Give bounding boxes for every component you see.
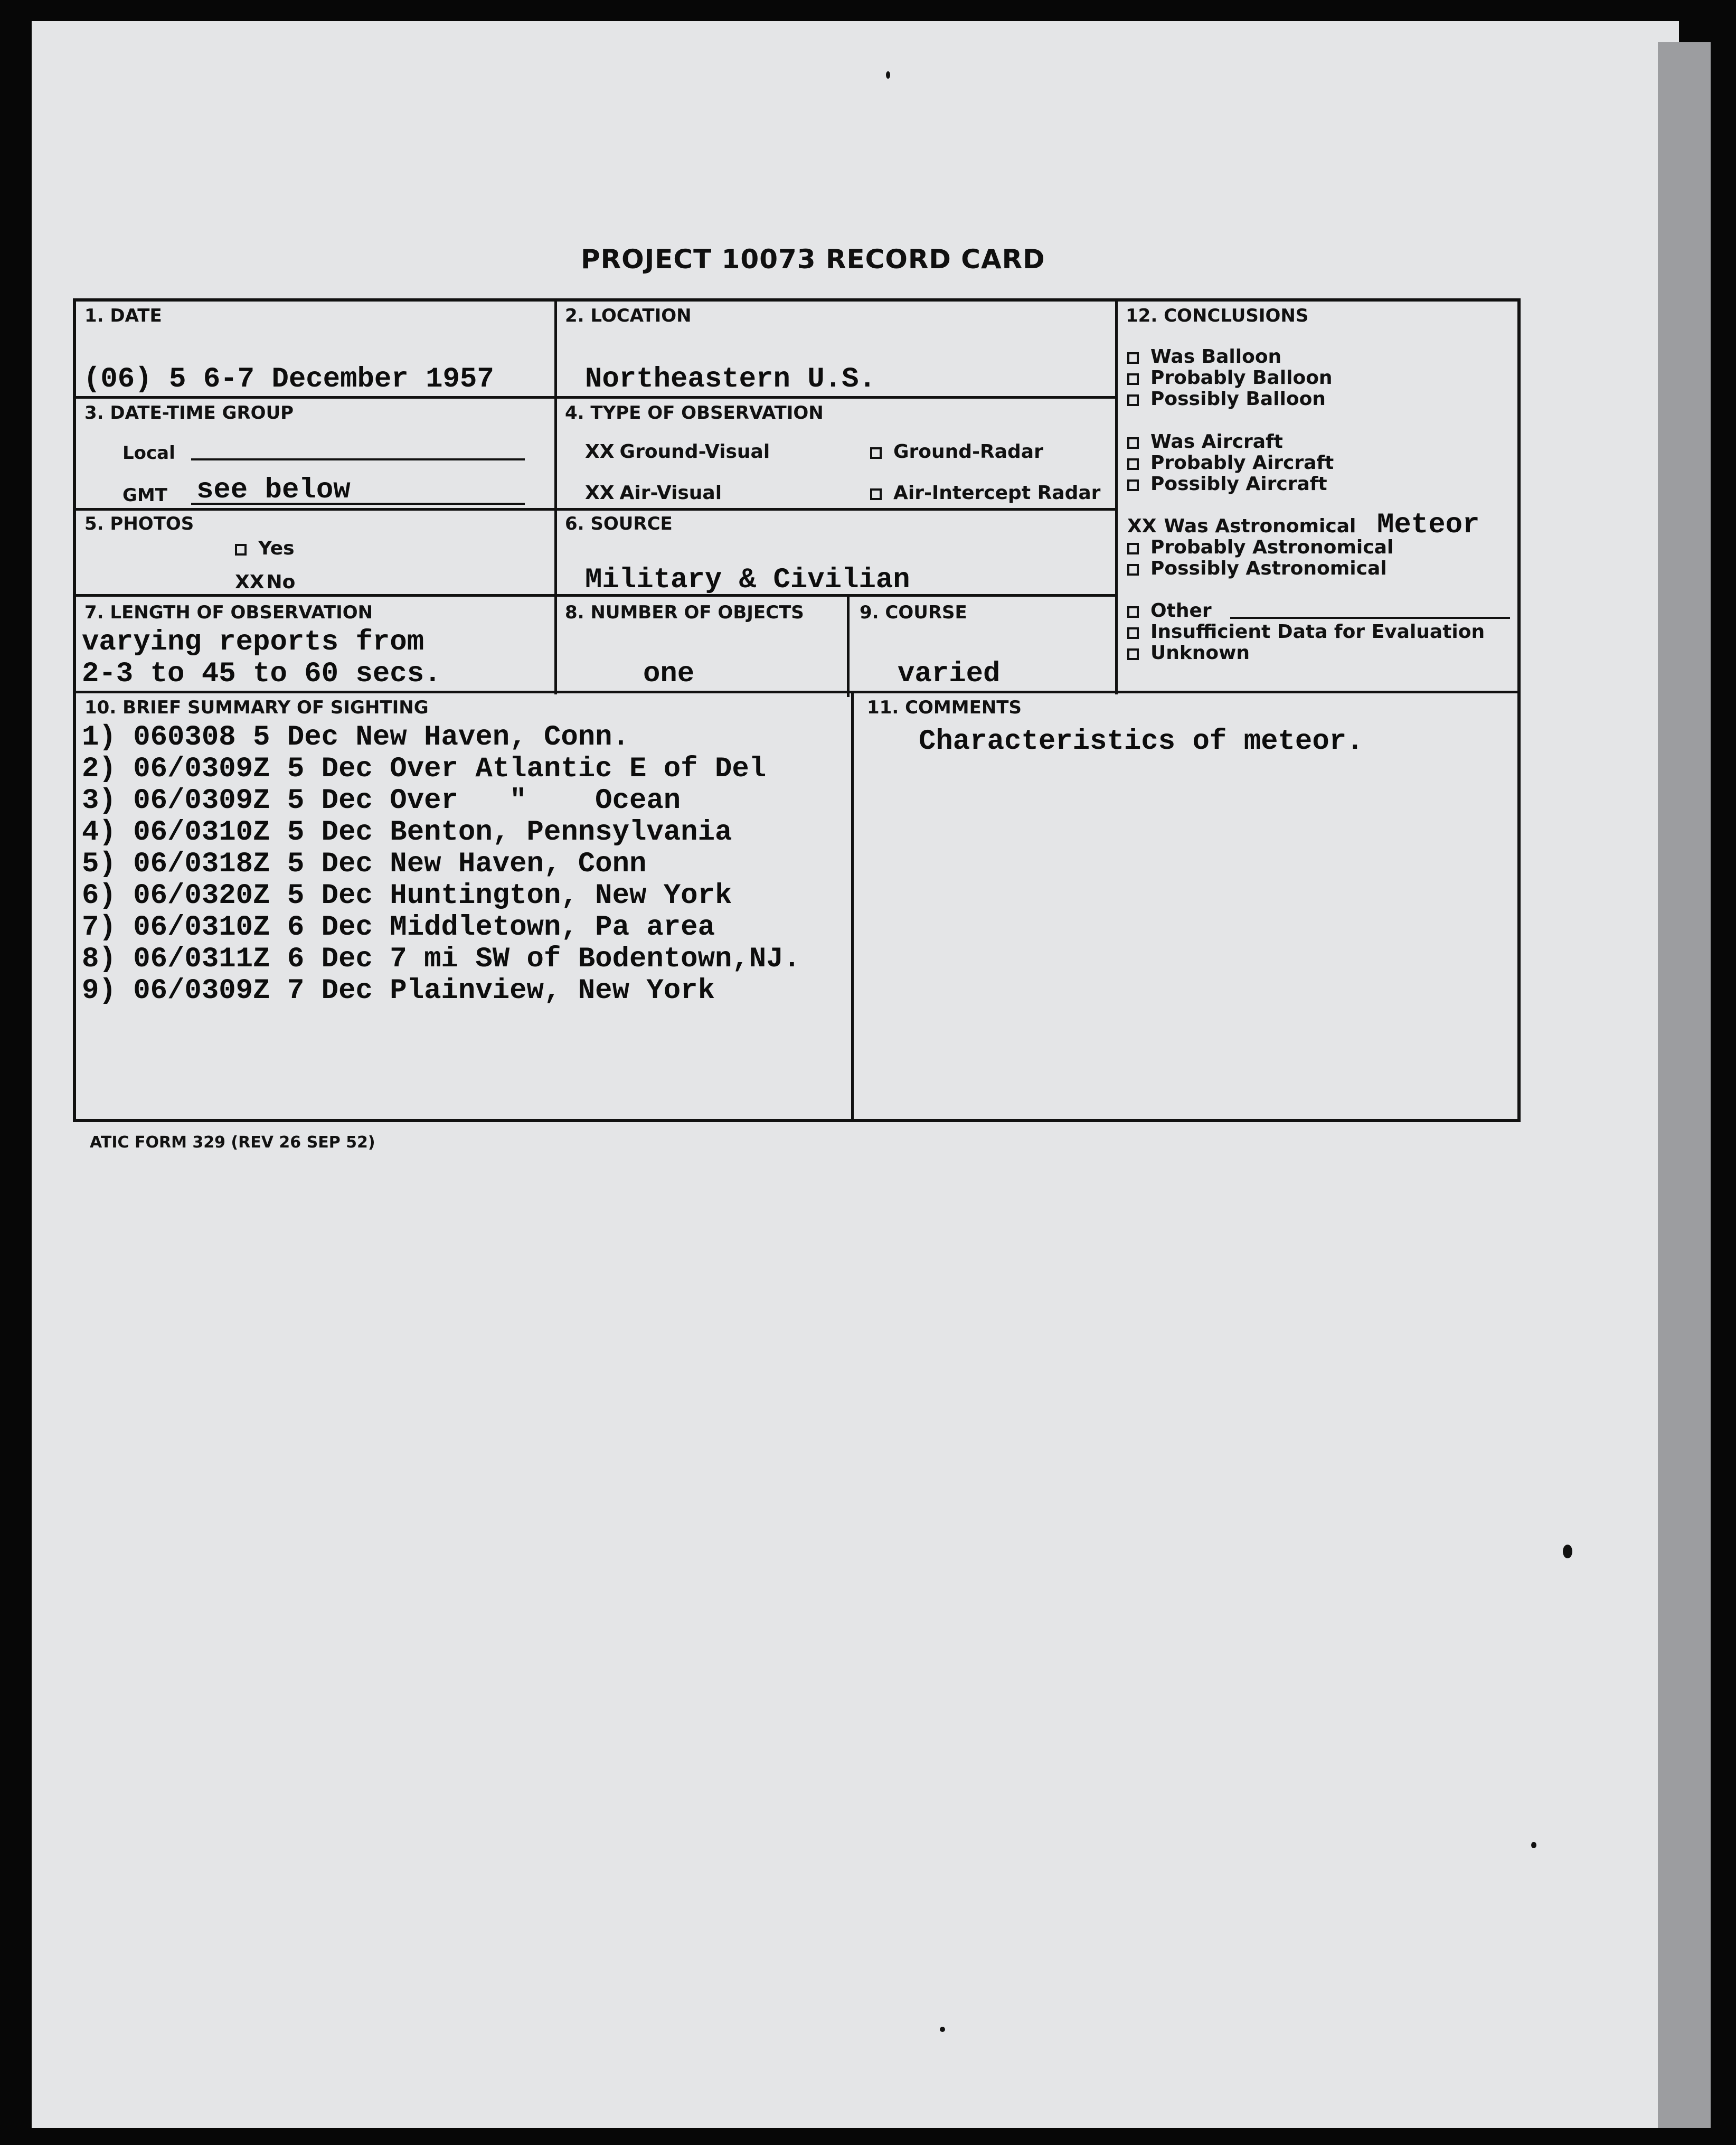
check-mark: XX (585, 441, 615, 463)
comments-label: 11. COMMENTS (867, 697, 1022, 718)
length-of-observation-label: 7. LENGTH OF OBSERVATION (84, 602, 373, 623)
summary-line: 8) 06/0311Z 6 Dec 7 mi SW of Bodentown,NJ. (82, 943, 801, 975)
conclusions-label: 12. CONCLUSIONS (1126, 305, 1309, 326)
conclusion-item: Probably Aircraft (1127, 452, 1334, 474)
checkbox (1127, 627, 1139, 639)
grid-line (1115, 298, 1118, 694)
observation-ground-radar: Ground-Radar (870, 441, 1043, 463)
type-of-observation-label: 4. TYPE OF OBSERVATION (565, 402, 824, 424)
course-label: 9. COURSE (860, 602, 967, 623)
photos-yes: Yes (235, 538, 295, 559)
summary-line: 1) 060308 5 Dec New Haven, Conn. (82, 721, 629, 754)
grid-line (73, 691, 1521, 693)
card-title: PROJECT 10073 RECORD CARD (581, 244, 1045, 275)
checkbox (1127, 352, 1139, 364)
checkbox (1127, 564, 1139, 576)
check-mark: XX (1127, 515, 1157, 537)
scan-speck (1531, 1842, 1536, 1848)
scan-speck (886, 71, 890, 79)
location-value: Northeastern U.S. (585, 363, 876, 396)
checkbox (1127, 394, 1139, 406)
photos-label: 5. PHOTOS (84, 513, 194, 534)
checkbox (235, 544, 247, 556)
checkbox (1127, 458, 1139, 470)
checkbox (1127, 648, 1139, 660)
checkbox (1127, 373, 1139, 385)
gmt-label: GMT (122, 485, 167, 506)
location-label: 2. LOCATION (565, 305, 692, 326)
summary-line: 2) 06/0309Z 5 Dec Over Atlantic E of Del (82, 753, 767, 785)
summary-line: 5) 06/0318Z 5 Dec New Haven, Conn (82, 848, 647, 880)
number-of-objects-label: 8. NUMBER OF OBJECTS (565, 602, 804, 623)
comments-value: Characteristics of meteor. (919, 726, 1364, 758)
conclusion-item: Possibly Aircraft (1127, 473, 1327, 495)
checkbox (870, 488, 882, 500)
checkbox (1127, 479, 1139, 491)
scan-speck (1563, 1545, 1572, 1558)
length-line: 2-3 to 45 to 60 secs. (82, 658, 441, 690)
observation-air-visual: XX Air-Visual (585, 482, 722, 504)
course-value: varied (898, 658, 1001, 690)
other-underline (1230, 617, 1510, 619)
photos-no: XX No (235, 571, 296, 593)
date-value: (06) 5 6-7 December 1957 (83, 363, 494, 396)
conclusion-item: Was Balloon (1127, 346, 1281, 368)
summary-line: 4) 06/0310Z 5 Dec Benton, Pennsylvania (82, 816, 732, 849)
source-label: 6. SOURCE (565, 513, 673, 534)
conclusion-item-other: Other (1127, 600, 1212, 622)
form-id: ATIC FORM 329 (REV 26 SEP 52) (90, 1133, 375, 1152)
length-line: varying reports from (82, 626, 424, 658)
summary-label: 10. BRIEF SUMMARY OF SIGHTING (84, 697, 429, 718)
checkbox (1127, 606, 1139, 618)
summary-line: 6) 06/0320Z 5 Dec Huntington, New York (82, 880, 732, 912)
summary-line: 7) 06/0310Z 6 Dec Middletown, Pa area (82, 911, 715, 944)
check-mark: XX (235, 571, 265, 593)
checkbox (870, 447, 882, 459)
conclusion-item-checked: XX Was Astronomical (1127, 515, 1356, 537)
date-time-group-label: 3. DATE-TIME GROUP (84, 402, 294, 424)
conclusion-item: Probably Balloon (1127, 367, 1333, 389)
sheet-shadow (1658, 42, 1711, 2128)
summary-line: 3) 06/0309Z 5 Dec Over " Ocean (82, 785, 681, 817)
grid-line (851, 691, 854, 1121)
number-of-objects-value: one (643, 658, 695, 690)
astronomical-note: Meteor (1377, 509, 1480, 541)
grid-line (73, 508, 1116, 511)
grid-line (73, 396, 1116, 399)
gmt-value: see below (196, 474, 351, 506)
source-value: Military & Civilian (585, 564, 910, 596)
conclusion-item: Probably Astronomical (1127, 537, 1393, 558)
conclusion-item: Was Aircraft (1127, 431, 1283, 453)
observation-ground-visual: XX Ground-Visual (585, 441, 770, 463)
grid-line (554, 298, 557, 694)
conclusion-item: Unknown (1127, 642, 1250, 664)
date-label: 1. DATE (84, 305, 162, 326)
conclusion-item: Possibly Balloon (1127, 388, 1326, 410)
grid-line (847, 594, 850, 697)
local-underline (191, 458, 525, 460)
checkbox (1127, 437, 1139, 449)
conclusion-item: Possibly Astronomical (1127, 558, 1387, 579)
scan-speck (940, 2027, 945, 2032)
conclusion-item: Insufficient Data for Evaluation (1127, 621, 1485, 643)
local-label: Local (122, 443, 175, 464)
summary-line: 9) 06/0309Z 7 Dec Plainview, New York (82, 975, 715, 1007)
check-mark: XX (585, 482, 615, 504)
checkbox (1127, 543, 1139, 554)
observation-air-intercept-radar: Air-Intercept Radar (870, 482, 1100, 504)
